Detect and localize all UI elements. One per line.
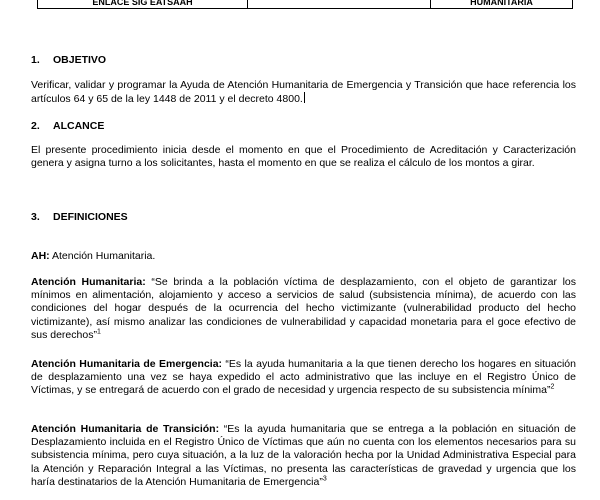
definition-ah [31, 250, 576, 263]
heading-number: 2. [31, 120, 40, 132]
footnote-ref[interactable]: 3 [322, 475, 327, 483]
alcance-paragraph [31, 144, 576, 170]
definition-term: Atención Humanitaria: [31, 276, 146, 288]
definition-text: “Es la ayuda humanitaria a la que tienen derecho los hogares en situación de desplazamiento una vez se haya expedido el acto administrativo que las incluye en el Registro Único de Víctimas, y se entregará de acuerdo con el grado de necesidad y urgencia respecto de su subsistencia mínima” [31, 358, 576, 397]
heading-objetivo [31, 54, 106, 66]
heading-number: 1. [31, 54, 40, 66]
heading-title: ALCANCE [53, 120, 105, 132]
header-cell-humanitaria: HUMANITARIA [470, 0, 533, 7]
heading-number: 3. [31, 211, 40, 223]
header-cell-empty [248, 0, 431, 8]
definition-term: Atención Humanitaria de Transición: [31, 423, 220, 435]
text-cursor [304, 92, 305, 103]
definition-term: Atención Humanitaria de Emergencia: [31, 358, 223, 370]
definition-term: AH: [31, 250, 50, 262]
objetivo-text: Verificar, validar y programar la Ayuda de Atención Humanitaria de Emergencia y Transición que hace referencia los artículos 64 y 65 de la ley 1448 de 2011 y el decreto 4800. [31, 79, 576, 106]
heading-title: OBJETIVO [53, 54, 107, 66]
heading-definiciones [31, 211, 128, 223]
definition-text: “Se brinda a la población víctima de desplazamiento, con el objeto de garantizar los mínimos en alimentación, alojamiento y acceso a servicios de salud (subsistencia mínima), de acuerdo con las condiciones del hogar después de la ocurrencia del hecho victimizante (vulnerabilidad producto del hecho victimizante), así mismo analizar las condiciones de vulnerabilidad y capacidad monetaria para el goce efectivo de sus derechos” [31, 276, 577, 341]
footnote-ref[interactable]: 2 [550, 383, 555, 391]
definition-text: “Es la ayuda humanitaria que se entrega a la población en situación de Desplazamiento incluida en el Registro Único de Víctimas que aún no cuenta con los elementos necesarios para su subsistencia mínima, pero cuya situación, a la luz de la valoración hecha por la Unidad Administrativa Especial para la Atención y Reparación Integral a las Víctimas, no presenta las características de gravedad y urgencia que los haría destinatarios de la Atención Humanitaria de Emergencia” [31, 423, 576, 488]
definition-atencion-emergencia [31, 358, 576, 398]
heading-title: DEFINICIONES [53, 211, 128, 223]
definition-atencion-humanitaria [31, 276, 576, 342]
definition-atencion-transicion [31, 423, 576, 489]
header-table [37, 0, 573, 9]
alcance-text: El presente procedimiento inicia desde el momento en que el Procedimiento de Acreditación y Caracterización genera y asigna turno a los solicitantes, hasta el momento en que se realiza el cálculo de los montos a girar. [31, 144, 576, 170]
header-cell-enlace: ENLACE SIG EATSAAH [38, 0, 248, 8]
heading-alcance [31, 120, 104, 132]
objetivo-paragraph[interactable] [31, 79, 576, 106]
definition-text: Atención Humanitaria. [49, 250, 156, 262]
footnote-ref[interactable]: 1 [96, 328, 101, 336]
